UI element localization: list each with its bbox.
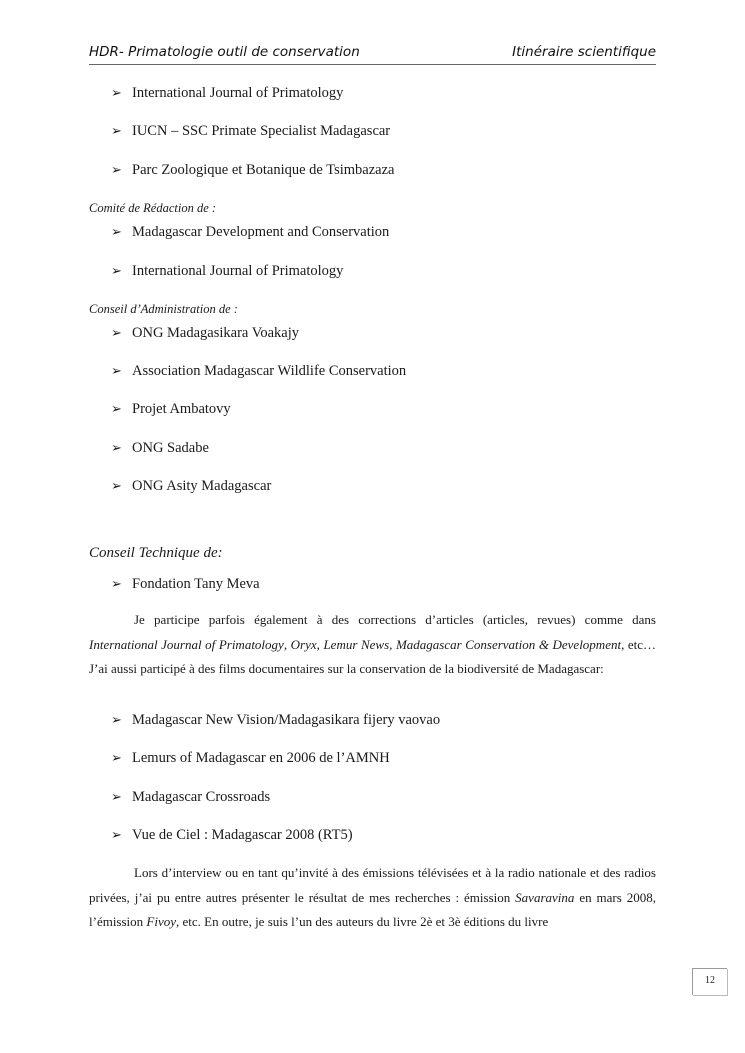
list-item: ➢ Madagascar Development and Conservation (111, 224, 390, 240)
arrow-bullet-icon: ➢ (111, 162, 122, 177)
list-item: ➢ Lemurs of Madagascar en 2006 de l’AMNH (111, 750, 390, 766)
arrow-bullet-icon: ➢ (111, 478, 122, 493)
list-item: ➢ Fondation Tany Meva (111, 576, 260, 592)
header-section: Itinéraire scientifique (512, 44, 656, 60)
arrow-bullet-icon: ➢ (111, 440, 122, 455)
list-item: ➢ Vue de Ciel : Madagascar 2008 (RT5) (111, 827, 353, 843)
arrow-bullet-icon: ➢ (111, 85, 122, 100)
section-label-redaction: Comité de Rédaction de : (89, 201, 217, 215)
arrow-bullet-icon: ➢ (111, 325, 122, 340)
list-item: ➢ Madagascar New Vision/Madagasikara fijery vaovao (111, 712, 441, 728)
list-item: ➢ Association Madagascar Wildlife Conservation (111, 363, 407, 379)
section-label-administration: Conseil d’Administration de : (89, 302, 238, 316)
arrow-bullet-icon: ➢ (111, 750, 122, 765)
page-number: 12 (692, 968, 727, 995)
list-item: ➢ Madagascar Crossroads (111, 789, 271, 805)
paragraph-interviews: Lors d’interview ou en tant qu’invité à des émissions télévisées et à la radio nationale et des radios privées, j’ai pu entre autres présenter le résultat de mes recherches : émission Savaravina en mars 2008, l’émission Fivoy, etc. En outre, je suis l’un des auteurs du livre 2è et 3è éditions du livre (89, 865, 656, 929)
arrow-bullet-icon: ➢ (111, 789, 122, 804)
section-label-technique: Conseil Technique de: (89, 545, 223, 561)
list-item: ➢ ONG Sadabe (111, 440, 209, 456)
arrow-bullet-icon: ➢ (111, 401, 122, 416)
header-title: HDR- Primatologie outil de conservation (89, 44, 360, 60)
list-item: ➢ IUCN – SSC Primate Specialist Madagascar (111, 123, 391, 139)
arrow-bullet-icon: ➢ (111, 827, 122, 842)
arrow-bullet-icon: ➢ (111, 712, 122, 727)
list-item: ➢ ONG Asity Madagascar (111, 478, 272, 494)
arrow-bullet-icon: ➢ (111, 363, 122, 378)
arrow-bullet-icon: ➢ (111, 123, 122, 138)
arrow-bullet-icon: ➢ (111, 263, 122, 278)
list-item: ➢ Projet Ambatovy (111, 401, 231, 417)
list-item: ➢ International Journal of Primatology (111, 85, 344, 101)
page-header (89, 44, 656, 65)
list-item: ➢ ONG Madagasikara Voakajy (111, 325, 299, 341)
arrow-bullet-icon: ➢ (111, 224, 122, 239)
list-item: ➢ International Journal of Primatology (111, 263, 344, 279)
arrow-bullet-icon: ➢ (111, 576, 122, 591)
list-item: ➢ Parc Zoologique et Botanique de Tsimbazaza (111, 162, 395, 178)
paragraph-corrections: Je participe parfois également à des corrections d’articles (articles, revues) comme dans International Journal of Primatology, Oryx, Lemur News, Madagascar Conservation & Development, etc… J’ai aussi participé à des films documentaires sur la conservation de la biodiversité de Madagascar: (89, 612, 657, 676)
